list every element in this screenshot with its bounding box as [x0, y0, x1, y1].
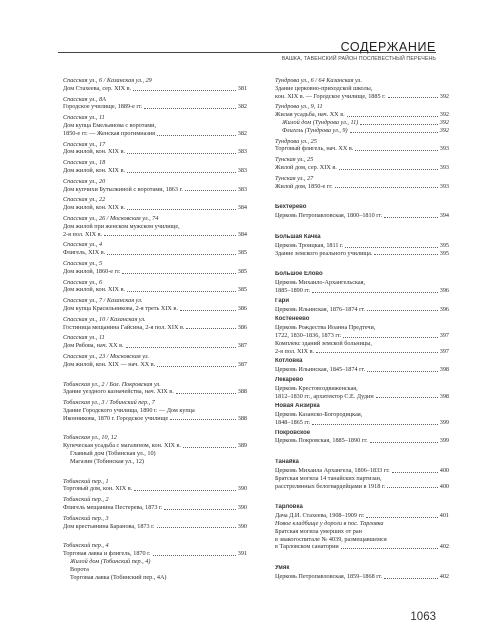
toc-entry [63, 260, 247, 276]
dot-leader [157, 130, 236, 136]
toc-page-ref: 390 [237, 504, 247, 512]
toc-page-ref: 397 [439, 331, 449, 339]
toc-entry [275, 377, 449, 400]
entry-gap [275, 193, 449, 202]
toc-entry-text: Гостиница мещанина Гайсина, 2-я пол. XIX в. [63, 323, 185, 331]
toc-page-ref: 388 [237, 388, 247, 396]
dot-leader [367, 306, 438, 312]
dot-leader [345, 242, 437, 248]
dot-leader [127, 148, 236, 154]
toc-page-ref: 382 [237, 103, 247, 111]
toc-entry [275, 316, 449, 355]
toc-column-left [63, 77, 247, 584]
toc-page-ref: 392 [439, 111, 449, 119]
toc-entry-title [275, 164, 449, 172]
toc-entry [63, 96, 247, 112]
toc-entry-title [63, 249, 247, 257]
toc-page-ref: 395 [439, 249, 449, 257]
toc-entry-title [63, 85, 247, 93]
toc-page-ref: 390 [237, 522, 247, 530]
toc-entry-title [275, 287, 449, 295]
toc-page-ref: 385 [237, 267, 247, 275]
toc-entry-title: Жилой дом (Тобинский пер., 4) [70, 558, 151, 566]
toc-entry-title: Церковь Рождества Иоанна Предтечи, [275, 324, 376, 332]
toc-entry-text: 1850-е гг. — Женская прогимназия [63, 129, 155, 137]
toc-entry [63, 141, 247, 157]
toc-page-ref: 393 [439, 182, 449, 190]
toc-entry-text: 1812–1830 гг., архитектор С.Е. Дудин [275, 392, 374, 400]
toc-page-ref: 384 [237, 204, 247, 212]
dot-leader [388, 93, 438, 99]
dot-leader [312, 419, 437, 425]
toc-entry [275, 204, 449, 220]
toc-address: Спасская ул., 11 [63, 334, 105, 342]
dot-leader [157, 361, 235, 367]
toc-entry-text: Церковь Петропавловская, 1859–1868 гг. [275, 573, 383, 581]
dot-leader [127, 204, 236, 210]
toc-entry [63, 114, 247, 137]
toc-entry-title [275, 366, 449, 374]
toc-entry [63, 478, 247, 494]
dot-leader [341, 543, 438, 549]
toc-entry-title [275, 145, 449, 153]
toc-entry-title: Комплекс зданий земской больницы, [275, 339, 372, 347]
toc-section-heading: Большое Елово [275, 271, 323, 278]
toc-entry [275, 459, 449, 490]
toc-entry-text: Дача Д.И. Стахеева, 1908–1909 гг. [275, 512, 365, 520]
toc-entry-title [275, 483, 449, 491]
toc-entry [63, 353, 247, 369]
toc-entry-title [275, 393, 449, 401]
toc-entry-title [275, 212, 449, 220]
toc-entry-title [275, 332, 449, 340]
toc-page-ref: 402 [439, 543, 449, 551]
toc-entry-title [63, 268, 247, 276]
toc-page-ref: 402 [439, 573, 449, 581]
toc-entry-title [63, 167, 247, 175]
toc-entry [63, 215, 247, 238]
toc-entry-title: Братская могила 14 танайских партизан, [275, 474, 382, 482]
toc-entry-title: Ворота [70, 565, 89, 573]
toc-section-heading: Бехтерево [275, 204, 307, 211]
toc-entry [63, 279, 247, 295]
dot-leader [339, 164, 438, 170]
dot-leader [164, 504, 235, 510]
toc-entry [63, 542, 247, 581]
toc-entry-title [275, 467, 449, 475]
toc-entry-text: Городское училище, 1889-е гг. [63, 103, 143, 111]
toc-entry-title: Дом купца Емельянова с воротами, [63, 121, 156, 129]
dot-leader [384, 212, 438, 218]
toc-entry-title [63, 361, 247, 369]
toc-entry-title [63, 231, 247, 239]
toc-entry [275, 175, 449, 191]
dot-leader [104, 231, 236, 237]
toc-entry-text: Флигель, XIX в. [63, 249, 106, 257]
toc-address: Спасская ул., 8А [63, 95, 106, 103]
dot-leader [157, 523, 236, 529]
toc-entry-text: Дом Рябова, нач. XX в. [63, 342, 124, 350]
toc-entry-title: Магазин (Тобинская ул., 12) [70, 457, 144, 465]
toc-entry [63, 399, 247, 422]
toc-entry [275, 403, 449, 426]
toc-entry-title [275, 183, 449, 191]
toc-page-ref: 398 [439, 366, 449, 374]
toc-address: Тунская ул., 25 [275, 156, 314, 164]
toc-entry-title [275, 573, 449, 581]
toc-entry [275, 271, 449, 294]
toc-entry-title [63, 504, 247, 512]
toc-entry-title [63, 305, 247, 313]
toc-entry-text: Жилая усадьба, нач. XX в. [275, 111, 345, 119]
toc-page-ref: 401 [439, 512, 449, 520]
toc-section-heading: Котловка [275, 358, 303, 365]
toc-entry-text: Церковь Петропавловская, 1800–1810 гг. [275, 212, 383, 220]
toc-entry-title: Церковь Михаило-Архангельская, [275, 279, 366, 287]
toc-address: Спасская ул., 6 / Казанская ул., 29 [63, 77, 152, 84]
toc-page-ref: 397 [439, 347, 449, 355]
dot-leader [176, 388, 236, 394]
toc-entry [63, 515, 247, 531]
dot-leader [133, 85, 236, 91]
toc-page-ref: 400 [439, 467, 449, 475]
dot-leader [376, 393, 438, 399]
toc-address: Спасская ул., 7 / Казанская ул. [63, 297, 143, 305]
toc-entry-title: Главный дом (Тобинская ул., 10) [70, 450, 156, 458]
toc-entry [63, 159, 247, 175]
header-rule [58, 52, 436, 53]
toc-page-ref: 392 [439, 126, 449, 134]
toc-entry-text: 2-я пол. XIX в. [63, 230, 103, 238]
toc-section-heading: Тарловка [275, 504, 303, 511]
toc-entry-title [275, 512, 449, 520]
toc-entry-title: Дом жилой при женском мужском училище, [63, 222, 180, 230]
toc-entry-text: Флигель мещанина Пестерева, 1873 г. [63, 504, 163, 512]
toc-page-ref: 392 [439, 92, 449, 100]
toc-address: Спасская ул., 5 [63, 259, 103, 267]
toc-entry-title [275, 242, 449, 250]
toc-page-ref: 398 [439, 392, 449, 400]
toc-entry-title [275, 250, 449, 258]
toc-address: Спасская ул., 10 / Казанская ул. [63, 315, 146, 323]
toc-entry-title [63, 388, 247, 396]
dot-leader [392, 467, 438, 473]
toc-entry-title [275, 93, 449, 101]
toc-section-heading: Большая Качка [275, 233, 321, 240]
toc-entry-text: Торговый флигель, нач. XX в. [275, 145, 354, 153]
toc-entry-title: в эвакогоспитале № 4039, размещавшемся [275, 535, 387, 543]
toc-page-ref: 396 [439, 305, 449, 313]
toc-address: Тобинский пер., 2 [63, 496, 109, 504]
toc-entry-text: Дом крестьянина Баранова, 1873 г. [63, 522, 155, 530]
dot-leader [370, 437, 438, 443]
toc-entry-title [275, 437, 449, 445]
toc-entry-text: Здание земского реального училища. [275, 249, 373, 257]
dot-leader [107, 249, 236, 255]
toc-entry-title [63, 550, 247, 558]
toc-entry-title [63, 204, 247, 212]
entry-gap [63, 425, 247, 434]
toc-entry-text: в Тарловском санатории [275, 543, 339, 551]
toc-entry-text: Дом жилой, кон. XIX в. [63, 166, 126, 174]
toc-address: Спасская ул., 11 [63, 114, 105, 122]
toc-entry-text: расстрелянных белогвардейцами в 1918 г. [275, 482, 386, 490]
toc-page-ref: 389 [237, 442, 247, 450]
toc-entry-text: Иконникова, 1870 г. Городское училище [63, 414, 169, 422]
toc-entry [63, 196, 247, 212]
toc-entry-text: Торговая лавка и флигель, 1870 г. [63, 550, 151, 558]
dot-leader [122, 268, 235, 274]
toc-entry-text: Жилой дом, 1850-е гг. [275, 182, 333, 190]
toc-page-ref: 386 [237, 323, 247, 331]
dot-leader [127, 286, 236, 292]
toc-entry [275, 358, 449, 374]
toc-entry-text: Торговый дом, кон. XIX в. [63, 485, 133, 493]
dot-leader [343, 332, 437, 338]
dot-leader [186, 324, 235, 330]
toc-entry [275, 156, 449, 172]
toc-page-ref: 384 [237, 230, 247, 238]
toc-address: Тобинский пер., 1 [63, 477, 109, 485]
toc-address: Спасская ул., 6 [63, 278, 103, 286]
dot-leader [366, 512, 437, 518]
toc-entry-text: Дом купца Красильникова, 2-я треть XIX в. [63, 304, 178, 312]
toc-entry-title [63, 148, 247, 156]
toc-entry-text: Жилой дом (Тундрова ул., 11) [282, 118, 359, 126]
toc-section-heading: Костенеево [275, 316, 310, 323]
toc-entry-text: кон. XIX в. — Городское училище, 1885 г. [275, 92, 386, 100]
toc-page-ref: 387 [237, 360, 247, 368]
toc-address: Тобинский пер., 4 [63, 542, 109, 550]
entry-gap [275, 493, 449, 502]
toc-entry-text: 1848–1865 гг. [275, 418, 311, 426]
toc-entry-title [275, 119, 449, 127]
toc-entry-text: Дом Стахеева, сер. XIX в. [63, 84, 132, 92]
entry-gap [275, 223, 449, 232]
toc-entry-text: Дом жилой, кон. XIX в. [63, 204, 126, 212]
toc-page-ref: 386 [237, 304, 247, 312]
toc-page-ref: 391 [237, 550, 247, 558]
toc-page-ref: 393 [439, 145, 449, 153]
toc-address: Спасская ул., 20 [63, 177, 106, 185]
toc-page-ref: 383 [237, 148, 247, 156]
entry-gap [63, 533, 247, 542]
dot-leader [126, 342, 236, 348]
toc-page-ref: 394 [439, 212, 449, 220]
toc-page-ref: 387 [237, 342, 247, 350]
dot-leader [355, 145, 437, 151]
toc-entry-title: Церковь Казанско-Богородицкая, [275, 411, 363, 419]
toc-entry-text: Дом жилой, кон. XIX в. [63, 286, 126, 294]
toc-entry-title [275, 419, 449, 427]
toc-page-ref: 381 [237, 84, 247, 92]
toc-page-ref: 400 [439, 482, 449, 490]
toc-entry [63, 77, 247, 93]
dot-leader [347, 111, 438, 117]
toc-entry [63, 241, 247, 257]
toc-entry-text: Церковь Михаила Архангела, 1806–1833 гг. [275, 467, 390, 475]
running-header: ВАШКА, ТАВЕНСКИЙ РАЙОН ПОСЛЕВЕСТНЫЙ ПЕРЕЧЕНЬ [281, 56, 436, 62]
toc-entry-title [63, 485, 247, 493]
toc-page-ref: 385 [237, 286, 247, 294]
toc-page-ref: 382 [237, 129, 247, 137]
dot-leader [185, 186, 236, 192]
toc-address: Тундрова ул., 25 [275, 137, 317, 145]
dot-leader [374, 250, 437, 256]
toc-entry [63, 334, 247, 350]
toc-entry [63, 297, 247, 313]
dot-leader [312, 287, 437, 293]
dot-leader [180, 305, 236, 311]
entry-gap [63, 372, 247, 381]
toc-section-heading: Покровское [275, 429, 311, 436]
toc-entry-text: Церковь Троицкая, 1811 г. [275, 241, 344, 249]
toc-page-ref: 395 [439, 241, 449, 249]
toc-entry-text: Дом жилой, 1860-е гг. [63, 267, 121, 275]
toc-address: Спасская ул., 17 [63, 140, 106, 148]
page-title: СОДЕРЖАНИЕ [340, 40, 436, 54]
toc-entry-title [275, 348, 449, 356]
toc-address: Спасская ул., 22 [63, 196, 106, 204]
dot-leader [144, 103, 235, 109]
dot-leader [170, 415, 236, 421]
dot-leader [335, 183, 438, 189]
dot-leader [350, 127, 438, 133]
toc-page-ref: 390 [237, 485, 247, 493]
toc-address: Спасская ул., 26 / Московская ул., 74 [63, 214, 159, 222]
toc-entry [63, 316, 247, 332]
toc-section-heading: Танайка [275, 459, 299, 466]
toc-section-heading: Гари [275, 297, 290, 304]
toc-entry-text: Флигель (Тундрова ул., 9) [282, 126, 348, 134]
toc-entry-text: 1885–1890 гг. [275, 286, 311, 294]
toc-entry-text: Здание уездного казначейства, нач. XIX в. [63, 388, 174, 396]
toc-entry-title: Здание церковно-приходской школы, [275, 84, 373, 92]
toc-address: Тобинская ул., 3 / Тобинский пер., 7 [63, 399, 155, 407]
toc-entry-title [275, 306, 449, 314]
toc-entry-text: Церковь Покровская, 1885–1890 гг. [275, 437, 368, 445]
toc-address: Спасская ул., 23 / Московская ул. [63, 352, 150, 360]
entry-gap [275, 448, 449, 457]
toc-address: Спасская ул., 4 [63, 241, 103, 249]
toc-entry-text: Церковь Ильинская, 1845–1874 гг. [275, 366, 366, 374]
dot-leader [367, 366, 438, 372]
toc-entry-text: Купеческая усадьба с магазином, кон. XIX в. [63, 442, 181, 450]
dot-leader [134, 485, 235, 491]
toc-entry [275, 298, 449, 314]
toc-page-ref: 383 [237, 166, 247, 174]
toc-page-ref: 383 [237, 185, 247, 193]
dot-leader [387, 483, 437, 489]
toc-entry-title [63, 342, 247, 350]
toc-address: Тобинская ул., 2 / Бол. Покровская ул. [63, 380, 161, 388]
toc-entry-title [275, 127, 449, 135]
toc-entry-text: Дом жилой, кон. XIX в. [63, 148, 126, 156]
entry-gap [275, 554, 449, 563]
entry-gap [275, 260, 449, 269]
toc-entry-text: 1722, 1830–1836, 1873 гг. [275, 331, 342, 339]
toc-section-heading: Лекарево [275, 376, 304, 383]
entry-gap [63, 469, 247, 478]
dot-leader [183, 442, 236, 448]
toc-address: Тундрова ул., 6 / 64 Казанская ул. [275, 77, 362, 84]
toc-entry-title [63, 186, 247, 194]
toc-entry-title [63, 130, 247, 138]
toc-page-ref: 392 [439, 118, 449, 126]
dot-leader [360, 119, 437, 125]
toc-address: Тунская ул., 27 [275, 174, 314, 182]
toc-entry-title [63, 523, 247, 531]
toc-entry [275, 138, 449, 154]
toc-entry [63, 434, 247, 465]
toc-column-right [275, 77, 449, 584]
toc-entry [275, 565, 449, 581]
dot-leader [316, 348, 438, 354]
toc-entry-text: Дом жилой, кон. XIX — нач. XX в. [63, 360, 156, 368]
toc-entry-title [63, 415, 247, 423]
toc-page-ref: 396 [439, 286, 449, 294]
toc-page-ref: 388 [237, 414, 247, 422]
toc-entry [63, 381, 247, 397]
toc-entry [275, 430, 449, 446]
toc-entry-title [63, 442, 247, 450]
toc-page-ref: 393 [439, 163, 449, 171]
toc-entry-title [63, 286, 247, 294]
toc-entry-title: Здание Городского училища, 1890 г. — Дом купца [63, 406, 195, 414]
toc-entry [275, 504, 449, 551]
toc-entry-title [63, 103, 247, 111]
toc-entry-title: Церковь Крестовоздвиженская, [275, 384, 358, 392]
toc-section-heading: Умяк [275, 565, 290, 572]
toc-entry-text: Жилой дом, сер. XIX в. [275, 163, 337, 171]
toc-page-ref: 385 [237, 249, 247, 257]
toc-entry [63, 496, 247, 512]
toc-page-ref: 399 [439, 418, 449, 426]
toc-entry-text: Церковь Ильинская, 1876–1874 гг. [275, 305, 366, 313]
toc-section-heading: Новая Анзирка [275, 403, 320, 410]
page-number: 1063 [410, 611, 436, 623]
toc-address: Тобинская ул., 10, 12 [63, 434, 117, 442]
dot-leader [153, 550, 236, 556]
toc-entry [275, 77, 449, 100]
toc-entry [63, 178, 247, 194]
toc-address: Тобинский пер., 3 [63, 514, 109, 522]
toc-entry-title [275, 111, 449, 119]
toc-page-ref: 399 [439, 437, 449, 445]
toc-entry-title [63, 324, 247, 332]
toc-entry-title: Братская могила умерших от ран [275, 527, 362, 535]
toc-entry-text: 2-я пол. XIX в. [275, 347, 315, 355]
dot-leader [127, 167, 236, 173]
toc-address: Спасская ул., 18 [63, 159, 106, 167]
toc-address: Тундрова ул., 9, 11 [275, 103, 323, 111]
toc-entry-text: Дом купчихи Бутылкиной с воротами, 1863 г. [63, 185, 183, 193]
toc-entry-title: Торговая лавка (Тобинский пер., 4А) [70, 573, 167, 581]
toc-entry-title [275, 543, 449, 551]
toc-entry [275, 103, 449, 134]
dot-leader [384, 573, 438, 579]
toc-entry [275, 234, 449, 257]
toc-address: Новое кладбище у дороги в пос. Тарловка [275, 520, 384, 528]
